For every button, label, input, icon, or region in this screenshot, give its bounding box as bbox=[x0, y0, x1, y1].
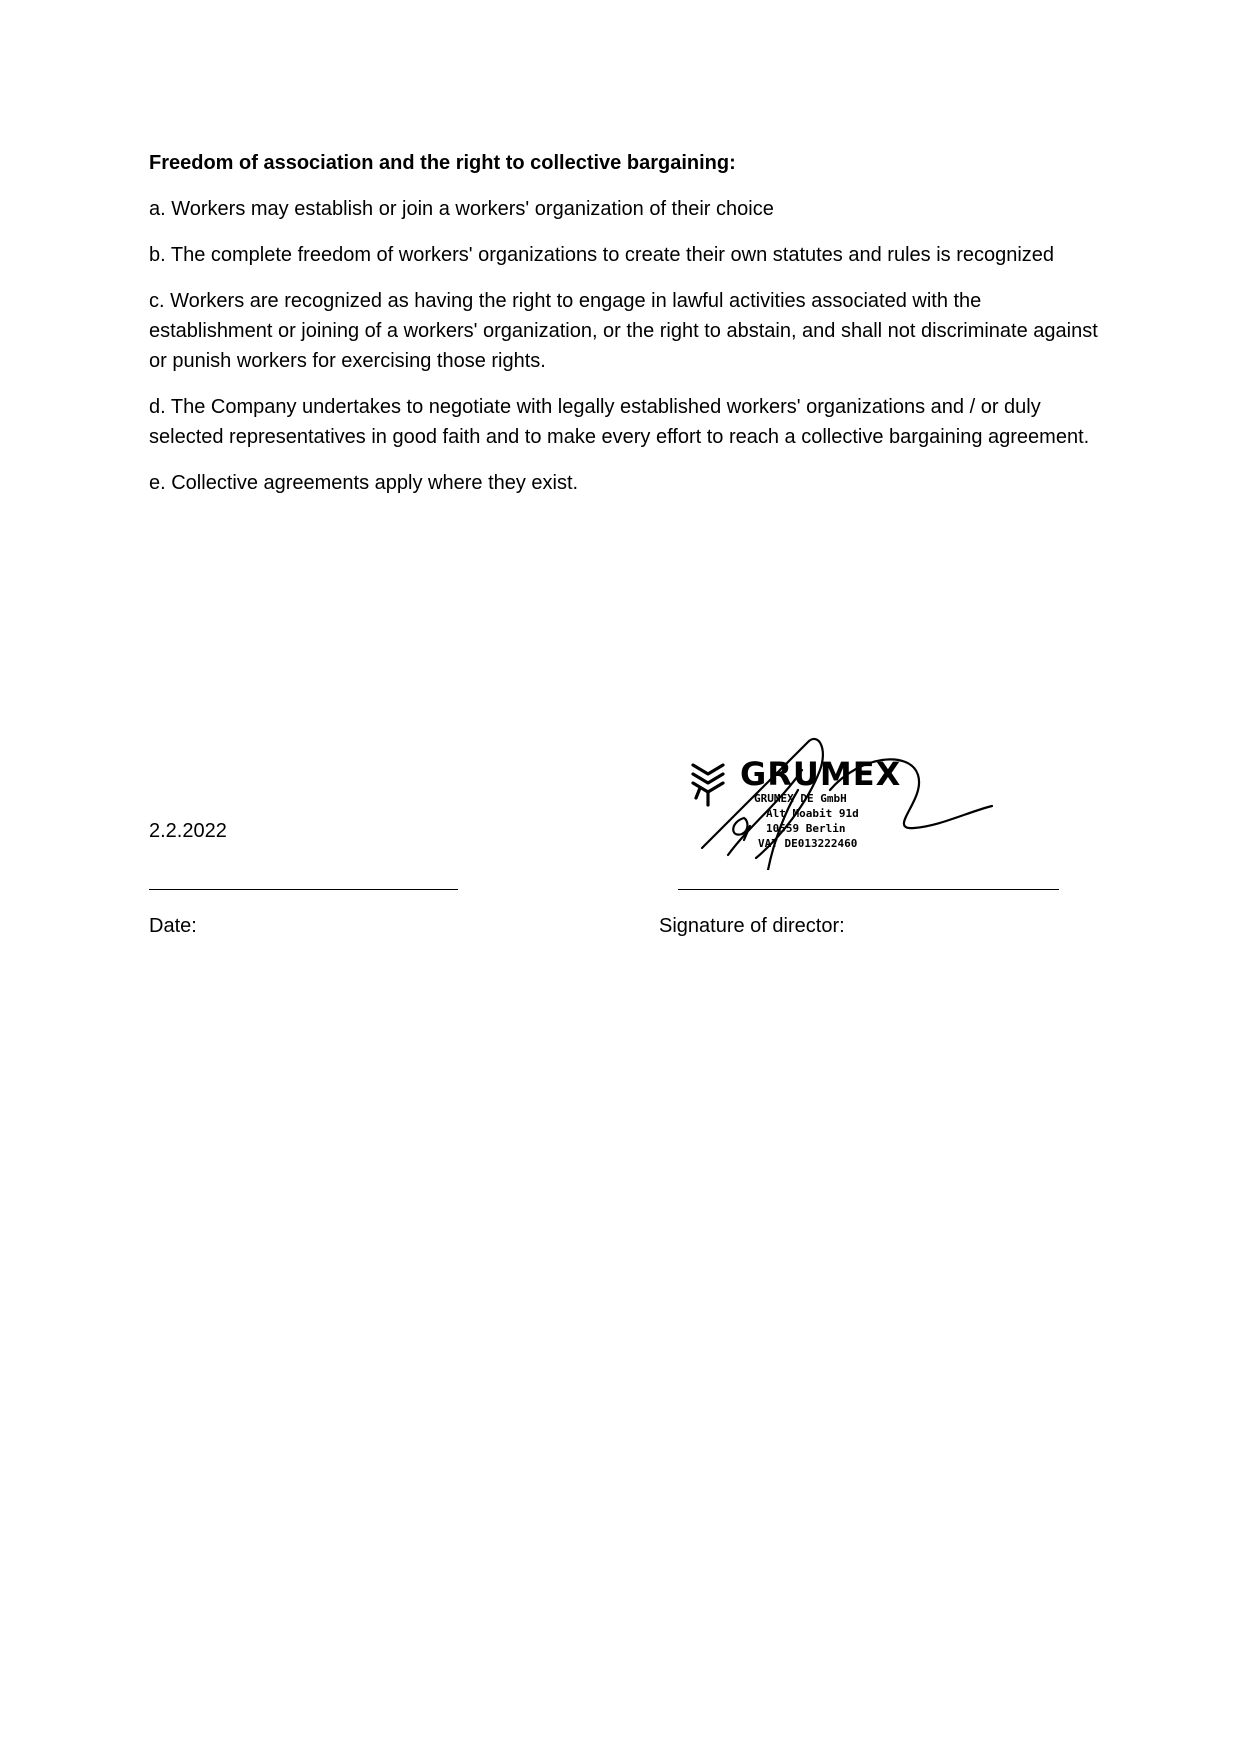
date-signature-line bbox=[149, 889, 458, 890]
date-label: Date: bbox=[149, 915, 197, 937]
stamp-vat: VAT DE013222460 bbox=[758, 837, 858, 850]
stamp-company: GRUMEX DE GmbH bbox=[754, 792, 847, 805]
clause-a: a. Workers may establish or join a workers' organization of their choice bbox=[149, 198, 774, 220]
company-stamp-signature bbox=[690, 730, 1010, 870]
clause-d: d. The Company undertakes to negotiate with legally established workers' organizations and / or duly selected representatives in good faith and to make every effort to reach a collective bargaining agreement. bbox=[149, 396, 1090, 448]
clause-c: c. Workers are recognized as having the right to engage in lawful activities associated with the establishment or joining of a workers' organization, or the right to abstain, and shall not discriminate against or punish workers for exercising those rights. bbox=[149, 290, 1098, 372]
clause-e: e. Collective agreements apply where they exist. bbox=[149, 472, 579, 494]
document-body bbox=[149, 148, 1109, 514]
date-value: 2.2.2022 bbox=[149, 820, 227, 842]
director-signature-line bbox=[678, 889, 1059, 890]
signature-label: Signature of director: bbox=[659, 915, 845, 937]
stamp-address-2: 10559 Berlin bbox=[766, 822, 846, 835]
clause-b: b. The complete freedom of workers' organizations to create their own statutes and rules is recognized bbox=[149, 244, 1055, 266]
stamp-logo-icon bbox=[693, 765, 723, 805]
section-heading: Freedom of association and the right to collective bargaining: bbox=[149, 152, 736, 174]
stamp-address-1: Alt Moabit 91d bbox=[766, 807, 859, 820]
stamp-brand: GRUMEX bbox=[740, 755, 902, 793]
